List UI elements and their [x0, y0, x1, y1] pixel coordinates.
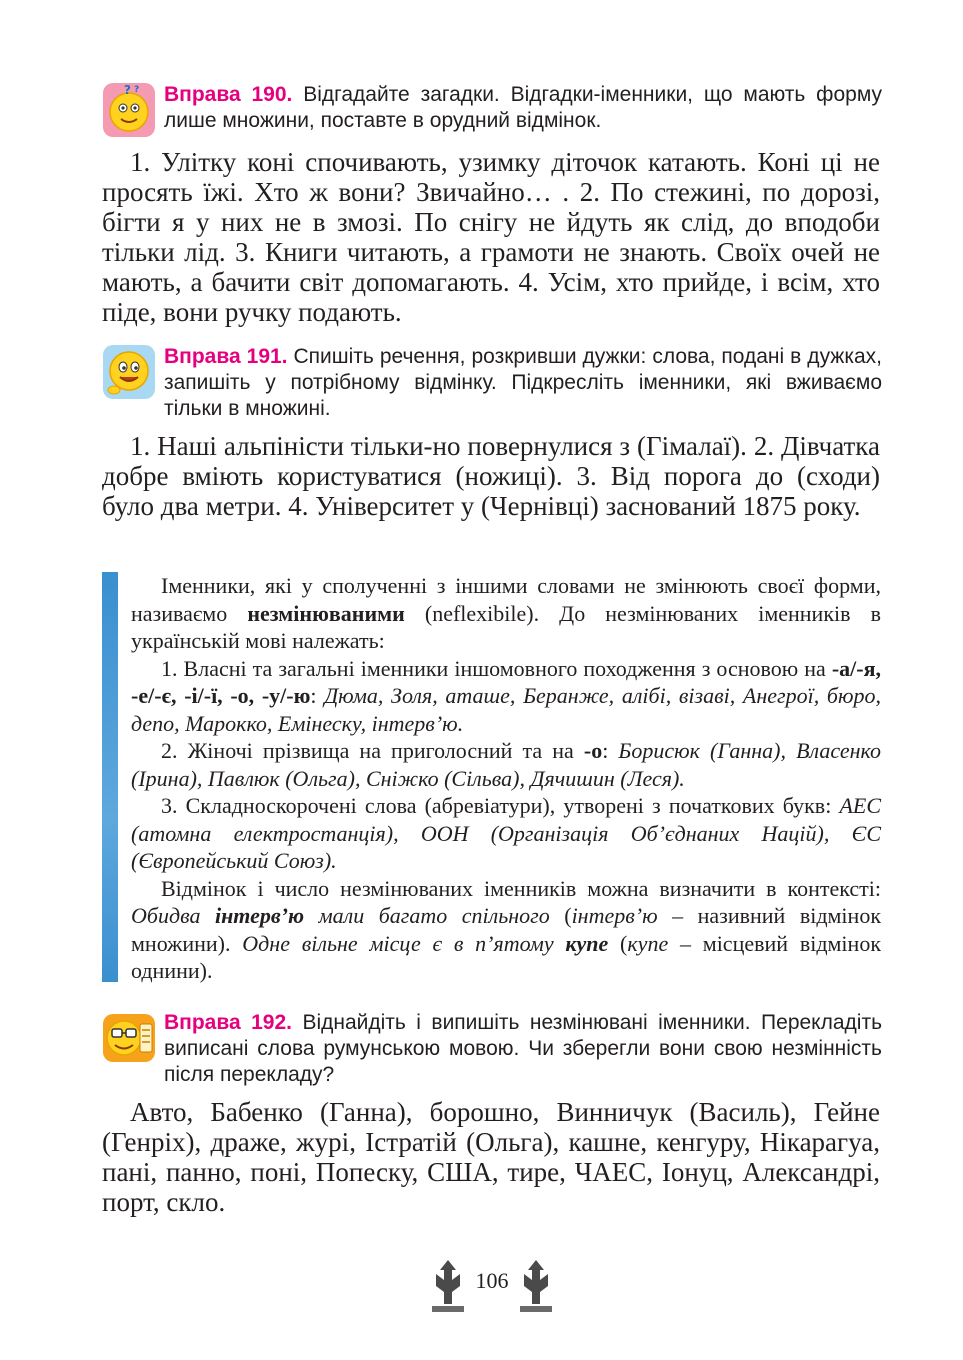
rule-examples: АЕС (атомна електростанція), ООН (Організація Об’єднаних Націй), ЄС (Європейський Союз). [131, 793, 881, 873]
exercise-label: Вправа 191. [164, 345, 288, 368]
page-number: 106 [475, 1268, 509, 1293]
sentences-paragraph: 1. Наші альпіністи тільки-но повернулися з (Гімалаї). 2. Дівчатка добре вміють користуватися (ножиці). 3. Від порога до (сходи) було два метри. 4. Університет у (Чернівці) заснований 1875 року. [102, 431, 880, 521]
rule-text: Відмінок і число незмінюваних іменників можна визначити в контексті: [161, 875, 881, 901]
rule-paragraph [131, 792, 881, 875]
glasses-smiley-icon [102, 1010, 156, 1066]
rule-paragraph [131, 737, 881, 792]
exercise-label: Вправа 190. [164, 83, 293, 106]
rule-example: Обидва [131, 903, 215, 928]
rule-example: мали багато спільного [304, 903, 550, 928]
rule-text: 2. Жіночі прізвища на приголосний та на [161, 738, 584, 763]
rule-examples: Дюма, Золя, аташе, Беранже, алібі, візаві, Анегрої, бюро, депо, Марокко, Емінеску, інтерв’ю. [131, 683, 881, 736]
rule-text: (neflexibile). До незмінюваних іменників в українській мові належать: [131, 600, 881, 653]
grammar-rule-box [102, 572, 882, 982]
rule-accent-bar [102, 572, 118, 982]
exercise-instruction: Спишіть речення, розкривши дужки: слова, подані в дужках, запишіть у потрібному відмінку. Підкресліть іменники, які вживаємо тільки в множині. [164, 345, 883, 420]
page-footer [428, 1256, 556, 1316]
rule-example: купе [627, 930, 669, 956]
exercise-190-text [102, 147, 880, 327]
rule-endings: -о [583, 738, 603, 763]
rule-example: інтерв’ю [571, 903, 658, 928]
rule-term: незмінюваними [247, 600, 405, 626]
rule-examples: Борисюк (Ганна), Власенко (Ірина), Павлюк (Ольга), Сніжко (Сільва), Дячишин (Леся). [131, 738, 882, 791]
rule-endings: -а/-я, -е/-є, -і/-ї, -о, -у/-ю [131, 655, 881, 708]
svg-text:?: ? [134, 85, 140, 95]
ornament-icon [516, 1256, 556, 1314]
exercise-191-text [102, 431, 880, 521]
rule-text: 3. Складноскорочені слова (абревіатури), утворені з початкових букв: [161, 793, 840, 818]
exercise-190-header [102, 82, 882, 134]
exercise-192-header [102, 1010, 882, 1088]
rule-text: ( [549, 903, 572, 928]
rule-paragraph [131, 875, 881, 985]
rule-text: : [602, 738, 619, 763]
rule-text: – місцевий відмінок однини). [131, 930, 882, 983]
rule-example-bold: купе [565, 930, 609, 956]
exercise-instruction: Віднайдіть і випишіть незмінювані іменники. Перекладіть виписані слова румунською мовою. Чи зберегли вони свою незмінність після перекладу? [164, 1011, 883, 1086]
words-paragraph: Авто, Бабенко (Ганна), борошно, Винничук (Василь), Гейне (Генріх), драже, журі, Істратій (Ольга), кашне, кенгуру, Нікарагуа, пані, панно, поні, Попеску, США, тире, ЧАЕС, Іонуц, Александрі, порт, скло. [102, 1097, 880, 1217]
ornament-icon [428, 1256, 468, 1314]
riddles-paragraph: 1. Улітку коні спочивають, узимку діточок катають. Коні ці не просять їжі. Хто ж вони? Звичайно… . 2. По стежині, по дорозі, бігти я у них не в змозі. По снігу не йдуть як слід, до вподоби тільки лід. 3. Книги читають, а грамоти не знають. Своїх очей не мають, а бачити світ допомагають. 4. Усім, хто прийде, і всім, хто піде, вони ручку подають. [102, 147, 880, 327]
rule-text: 1. Власні та загальні іменники іншомовного походження з основою на [161, 655, 832, 681]
rule-text: : [310, 683, 325, 708]
thinking-smiley-icon [102, 82, 156, 138]
rule-text: Іменники, які у сполученні з іншими словами не змінюють своєї форми, називаємо [131, 573, 881, 626]
rule-paragraph [131, 572, 881, 655]
rule-example: Одне вільне місце є в п’ятому [242, 930, 566, 956]
rule-example-bold: інтерв’ю [214, 903, 305, 928]
rule-content [131, 572, 881, 985]
exercise-label: Вправа 192. [164, 1011, 292, 1034]
exercise-instruction: Відгадайте загадки. Відгадки-іменники, що мають форму лише множини, поставте в орудний відмінок. [164, 83, 882, 132]
rule-text: – називний відмінок множини). [131, 903, 882, 956]
pointing-smiley-icon [102, 344, 156, 400]
exercise-191-header [102, 344, 882, 422]
svg-text:?: ? [124, 83, 131, 97]
rule-paragraph [131, 655, 881, 738]
rule-text: ( [608, 930, 628, 956]
exercise-192-text [102, 1097, 880, 1217]
